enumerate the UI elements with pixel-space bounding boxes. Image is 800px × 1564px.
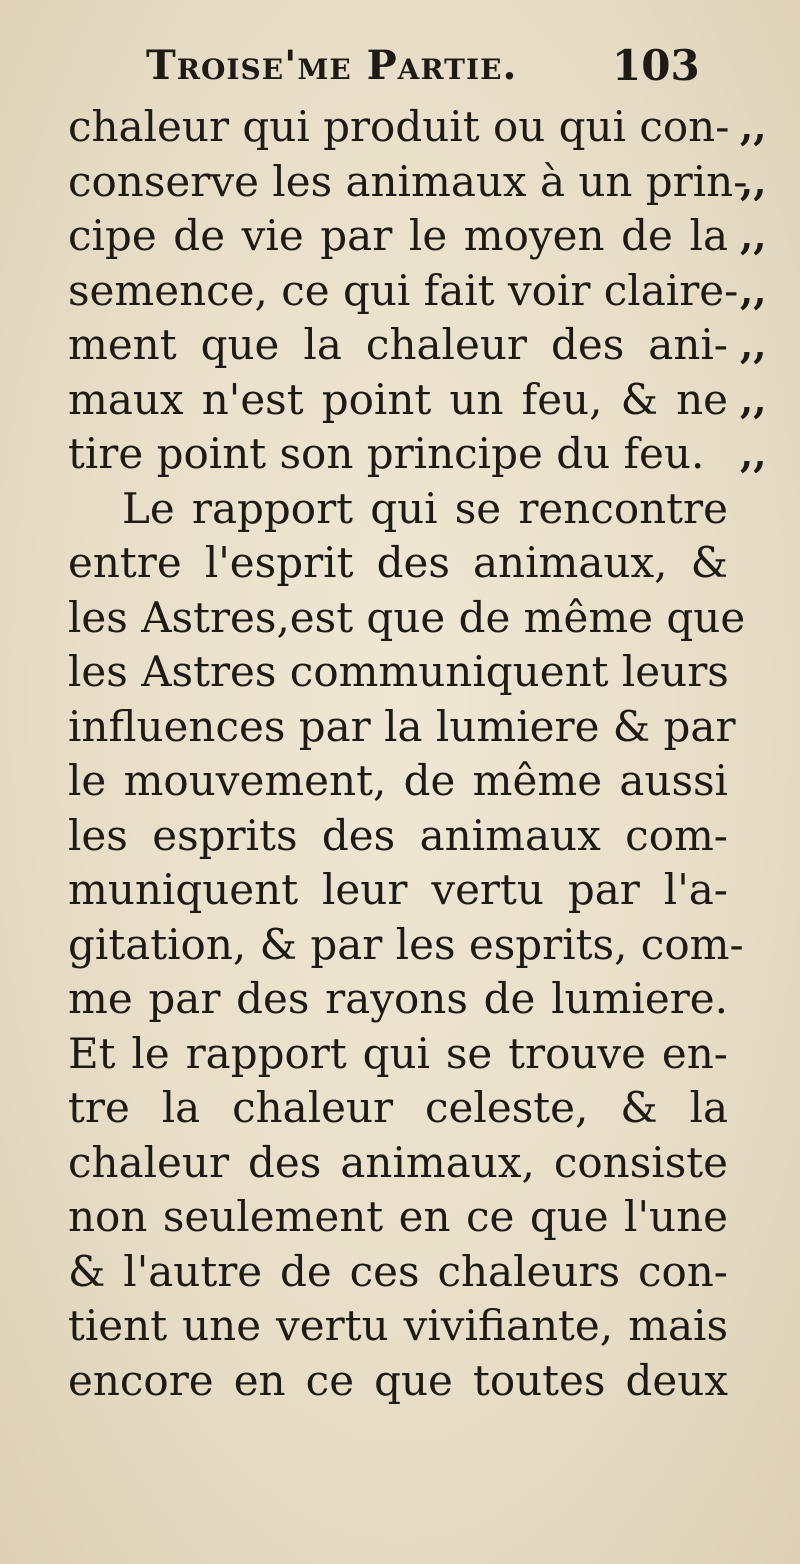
text-line: me par des rayons de lumiere.: [68, 974, 728, 1023]
text-line: Et le rapport qui se trouve en-: [68, 1028, 728, 1078]
text-line: & l'autre de ces chaleurs con-: [68, 1246, 728, 1296]
text-line: muniquent leur vertu par l'a-: [68, 865, 728, 914]
text-line: semence, ce qui fait voir claire-: [68, 265, 739, 315]
text-line: conserve les animaux à un prin-: [68, 156, 748, 206]
text-line: maux n'est point un feu, & ne: [68, 374, 728, 424]
quotation-mark: ,,: [740, 376, 767, 422]
quotation-mark: ,,: [740, 213, 767, 258]
text-line: influences par la lumiere & par: [68, 701, 736, 751]
quotation-mark: ,,: [740, 158, 767, 204]
text-line: non seulement en ce que l'une: [68, 1192, 728, 1241]
text-line: gitation, & par les esprits, com-: [68, 919, 744, 969]
text-line: chaleur qui produit ou qui con-: [68, 102, 730, 151]
quotation-mark: ,,: [740, 267, 767, 313]
text-line: ment que la chaleur des ani-: [68, 320, 728, 369]
text-line: les esprits des animaux com-: [68, 810, 728, 860]
running-head: Troise'me Partie.: [146, 42, 518, 89]
quotation-mark: ,,: [740, 431, 767, 476]
page-number: 103: [612, 41, 700, 90]
text-line: encore en ce que toutes deux: [68, 1355, 728, 1405]
body-text: [68, 100, 748, 1408]
text-line: entre l'esprit des animaux, &: [68, 538, 728, 587]
text-line: les Astres,est que de même que: [68, 592, 746, 642]
quotation-mark: ,,: [740, 104, 767, 149]
quotation-mark: ,,: [740, 322, 767, 367]
text-line: le mouvement, de même aussi: [68, 756, 728, 805]
text-line: cipe de vie par le moyen de la: [68, 211, 728, 260]
text-line: tre la chaleur celeste, & la: [68, 1083, 728, 1132]
text-line: Le rapport qui se rencontre: [122, 483, 728, 533]
text-line: chaleur des animaux, consiste: [68, 1137, 728, 1187]
margin-quotation-marks: [740, 100, 796, 482]
page-header: [0, 28, 800, 100]
text-line: les Astres communiquent leurs: [68, 647, 729, 696]
text-line: tient une vertu vivifiante, mais: [68, 1301, 728, 1350]
text-line: tire point son principe du feu.: [68, 429, 705, 478]
